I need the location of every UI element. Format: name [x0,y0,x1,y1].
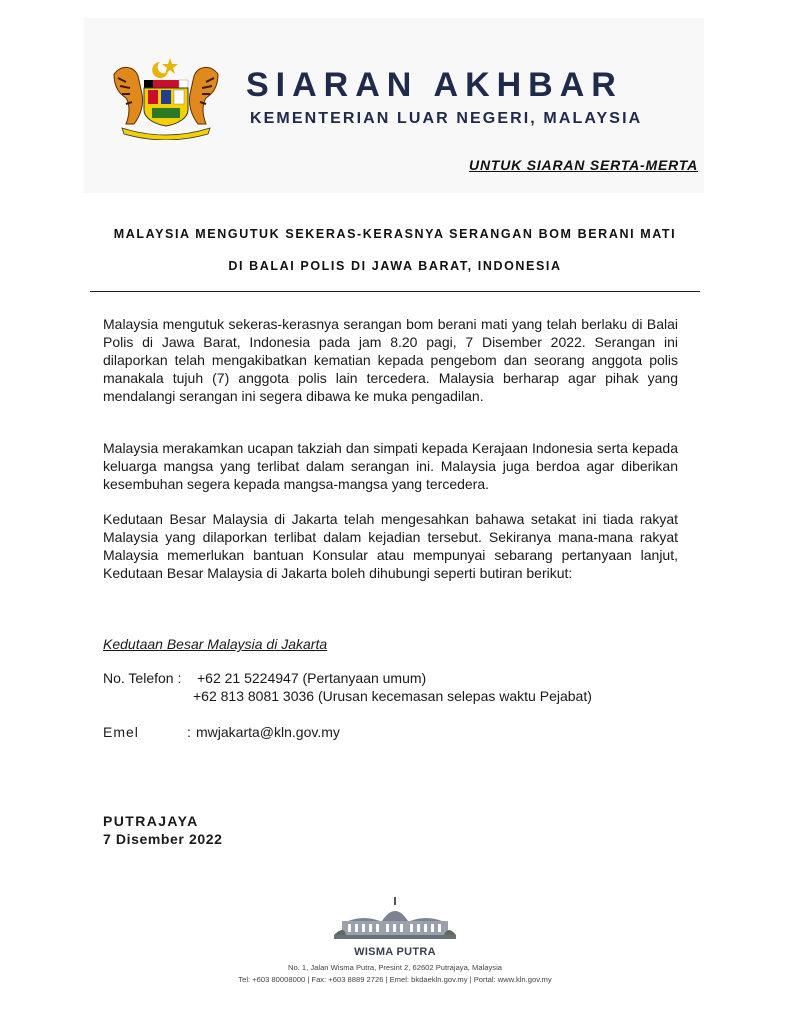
body-paragraph-2: Malaysia merakamkan ucapan takziah dan simpati kepada Kerajaan Indonesia serta kepada keluarga mangsa yang terlibat dalam serangan ini. Malaysia juga berdoa agar diberikan kesembuhan segera kepada mangsa-mangsa yang tercedera. [103,440,678,492]
footer-building-name: WISMA PUTRA [354,946,436,958]
release-tag: UNTUK SIARAN SERTA-MERTA [469,157,698,173]
phone-emergency: +62 813 8081 3036 (Urusan kecemasan selepas waktu Pejabat) [193,688,592,704]
signoff-place: PUTRAJAYA [103,813,199,829]
phone-general: +62 21 5224947 (Pertanyaan umum) [197,670,427,686]
ministry-name: KEMENTERIAN LUAR NEGERI, MALAYSIA [250,110,643,127]
wisma-putra-building-icon [334,895,456,943]
body-paragraph-3: Kedutaan Besar Malaysia di Jakarta telah mengesahkan bahawa setakat ini tiada rakyat Malaysia yang dilaporkan terlibat dalam kejadian tersebut. Sekiranya mana-mana rakyat Malaysia memerlukan bantuan Konsular atau mempunyai sebarang pertanyaan lanjut, Kedutaan Besar Malaysia di Jakarta boleh dihubungi seperti butiran berikut: [103,511,678,581]
body-paragraph-1: Malaysia mengutuk sekeras-kerasnya serangan bom berani mati yang telah berlaku di Balai Polis di Jawa Barat, Indonesia pada jam 8.20 pagi, 7 Disember 2022. Serangan ini dilaporkan telah mengakibatkan kematian kepada pengebom dan seorang anggota polis manakala tujuh (7) anggota polis lain tercedera. Malaysia berharap agar pihak yang mendalangi serangan ini segera dibawa ke muka pengadilan. [103,316,678,404]
phone-label: No. Telefon : [103,670,182,686]
signoff-date: 7 Disember 2022 [103,831,223,847]
footer-contact: Tel: +603 80008000 | Fax: +603 8889 2726 | Emel: bkdaekln.gov.my | Portal: www.kln.gov.my [238,975,552,984]
email-address: mwjakarta@kln.gov.my [196,724,340,740]
email-label: Emel [103,724,139,740]
footer-address: No. 1, Jalan Wisma Putra, Presint 2, 62602 Putrajaya, Malaysia [288,963,502,972]
headline-line-1: MALAYSIA MENGUTUK SEKERAS-KERASNYA SERANGAN BOM BERANI MATI [113,227,677,241]
headline-divider [90,291,700,292]
headline-line-2: DI BALAI POLIS DI JAWA BARAT, INDONESIA [228,259,562,273]
page-title: SIARAN AKHBAR [246,66,623,104]
malaysia-coat-of-arms-icon [108,54,224,140]
email-separator: : [187,724,191,740]
embassy-heading: Kedutaan Besar Malaysia di Jakarta [103,636,328,652]
